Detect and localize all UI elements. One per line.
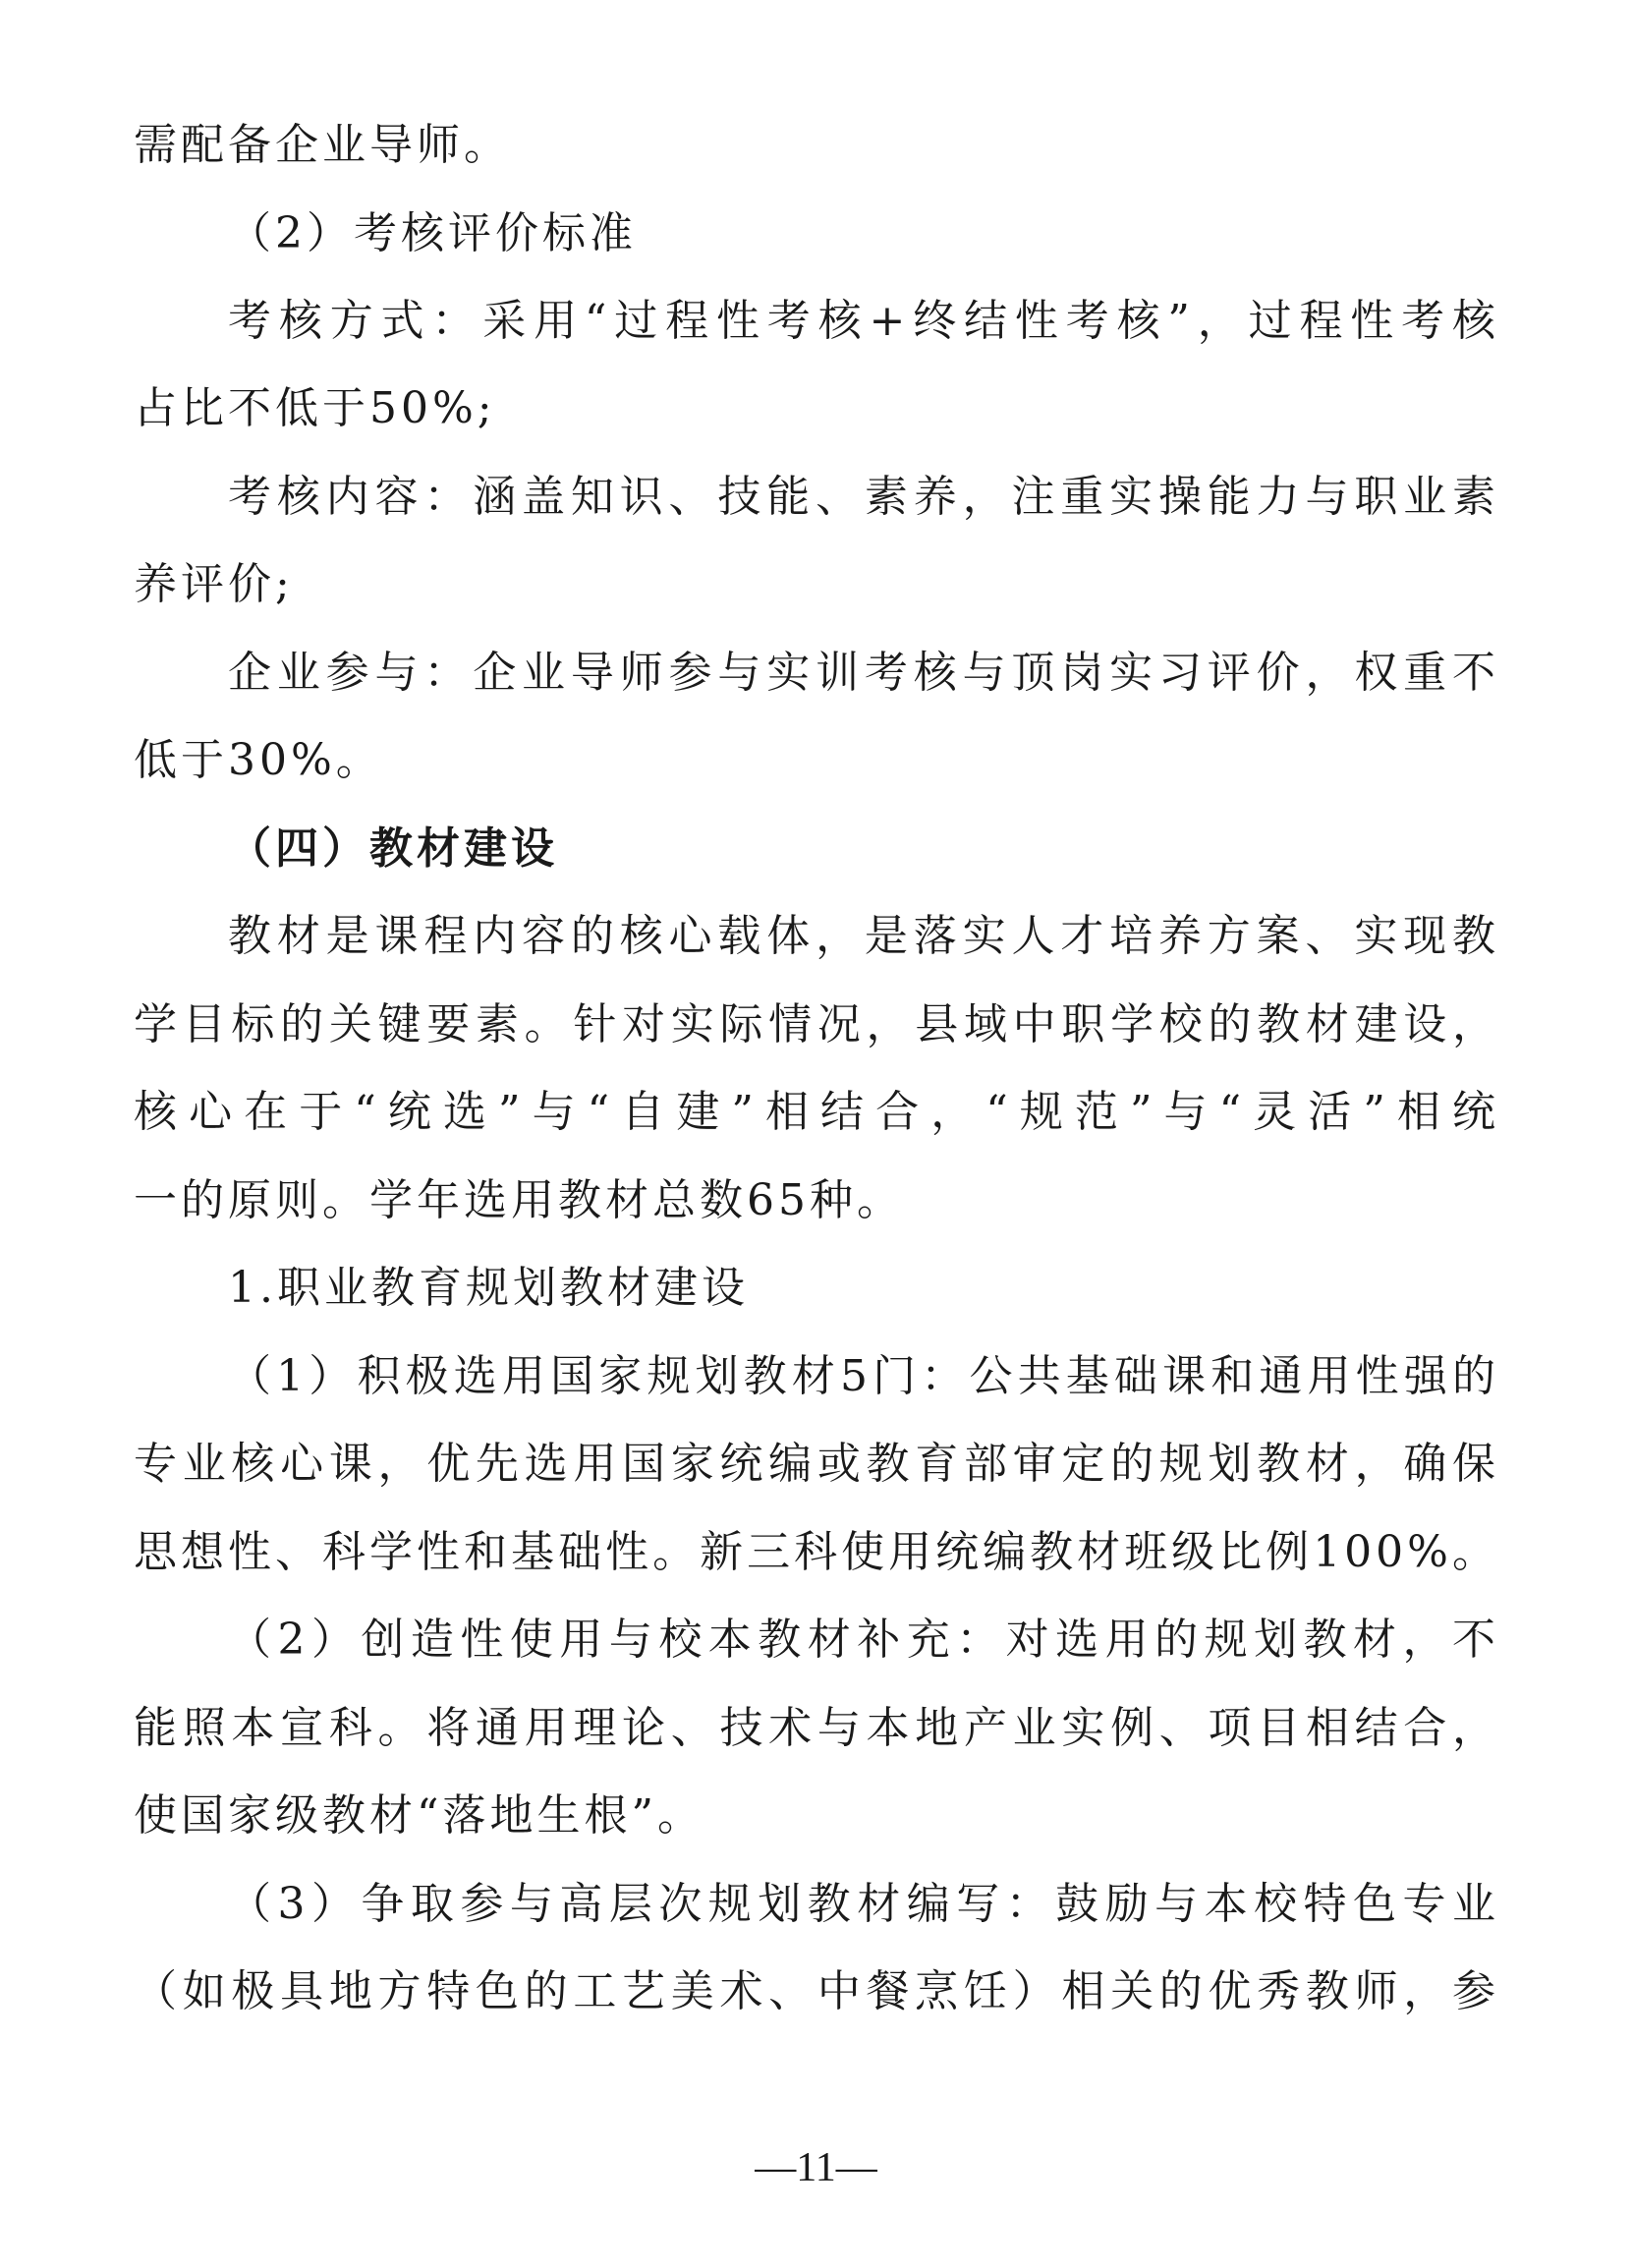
paragraph-line: 使国家级教材“落地生根”。 <box>134 1790 704 1841</box>
paragraph-line: 专业核心课，优先选用国家统编或教育部审定的规划教材，确保 <box>134 1439 1499 1489</box>
paragraph-line: 低于30%。 <box>134 735 383 785</box>
paragraph-line: 企业参与：企业导师参与实训考核与顶岗实习评价，权重不 <box>228 648 1499 698</box>
section-heading: （四）教材建设 <box>228 823 558 874</box>
paragraph-line: 占比不低于50%; <box>134 383 496 433</box>
page-number: —11— <box>755 2145 877 2190</box>
paragraph-line: （3）争取参与高层次规划教材编写：鼓励与本校特色专业 <box>228 1879 1499 1929</box>
subsection-heading: （2）考核评价标准 <box>228 208 637 258</box>
paragraph-line: 思想性、科学性和基础性。新三科使用统编教材班级比例100%。 <box>134 1527 1499 1577</box>
paragraph-line: 学目标的关键要素。针对实际情况，县域中职学校的教材建设， <box>134 999 1499 1049</box>
paragraph-line: 能照本宣科。将通用理论、技术与本地产业实例、项目相结合， <box>134 1703 1499 1753</box>
paragraph-line: 考核内容：涵盖知识、技能、素养，注重实操能力与职业素 <box>228 472 1499 522</box>
paragraph-line: 一的原则。学年选用教材总数65种。 <box>134 1175 904 1225</box>
paragraph-line: 养评价; <box>134 559 294 609</box>
paragraph-line: 核心在于“统选”与“自建”相结合，“规范”与“灵活”相统 <box>134 1087 1499 1137</box>
subsection-heading: 1.职业教育规划教材建设 <box>228 1263 749 1313</box>
paragraph-line: （1）积极选用国家规划教材5门：公共基础课和通用性强的 <box>228 1351 1499 1401</box>
paragraph-line: 需配备企业导师。 <box>134 120 511 170</box>
paragraph-line: （如极具地方特色的工艺美术、中餐烹饪）相关的优秀教师，参 <box>134 1966 1499 2016</box>
paragraph-line: 教材是课程内容的核心载体，是落实人才培养方案、实现教 <box>228 911 1499 961</box>
paragraph-line: （2）创造性使用与校本教材补充：对选用的规划教材，不 <box>228 1615 1499 1665</box>
paragraph-line: 考核方式：采用“过程性考核+终结性考核”，过程性考核 <box>228 296 1499 346</box>
